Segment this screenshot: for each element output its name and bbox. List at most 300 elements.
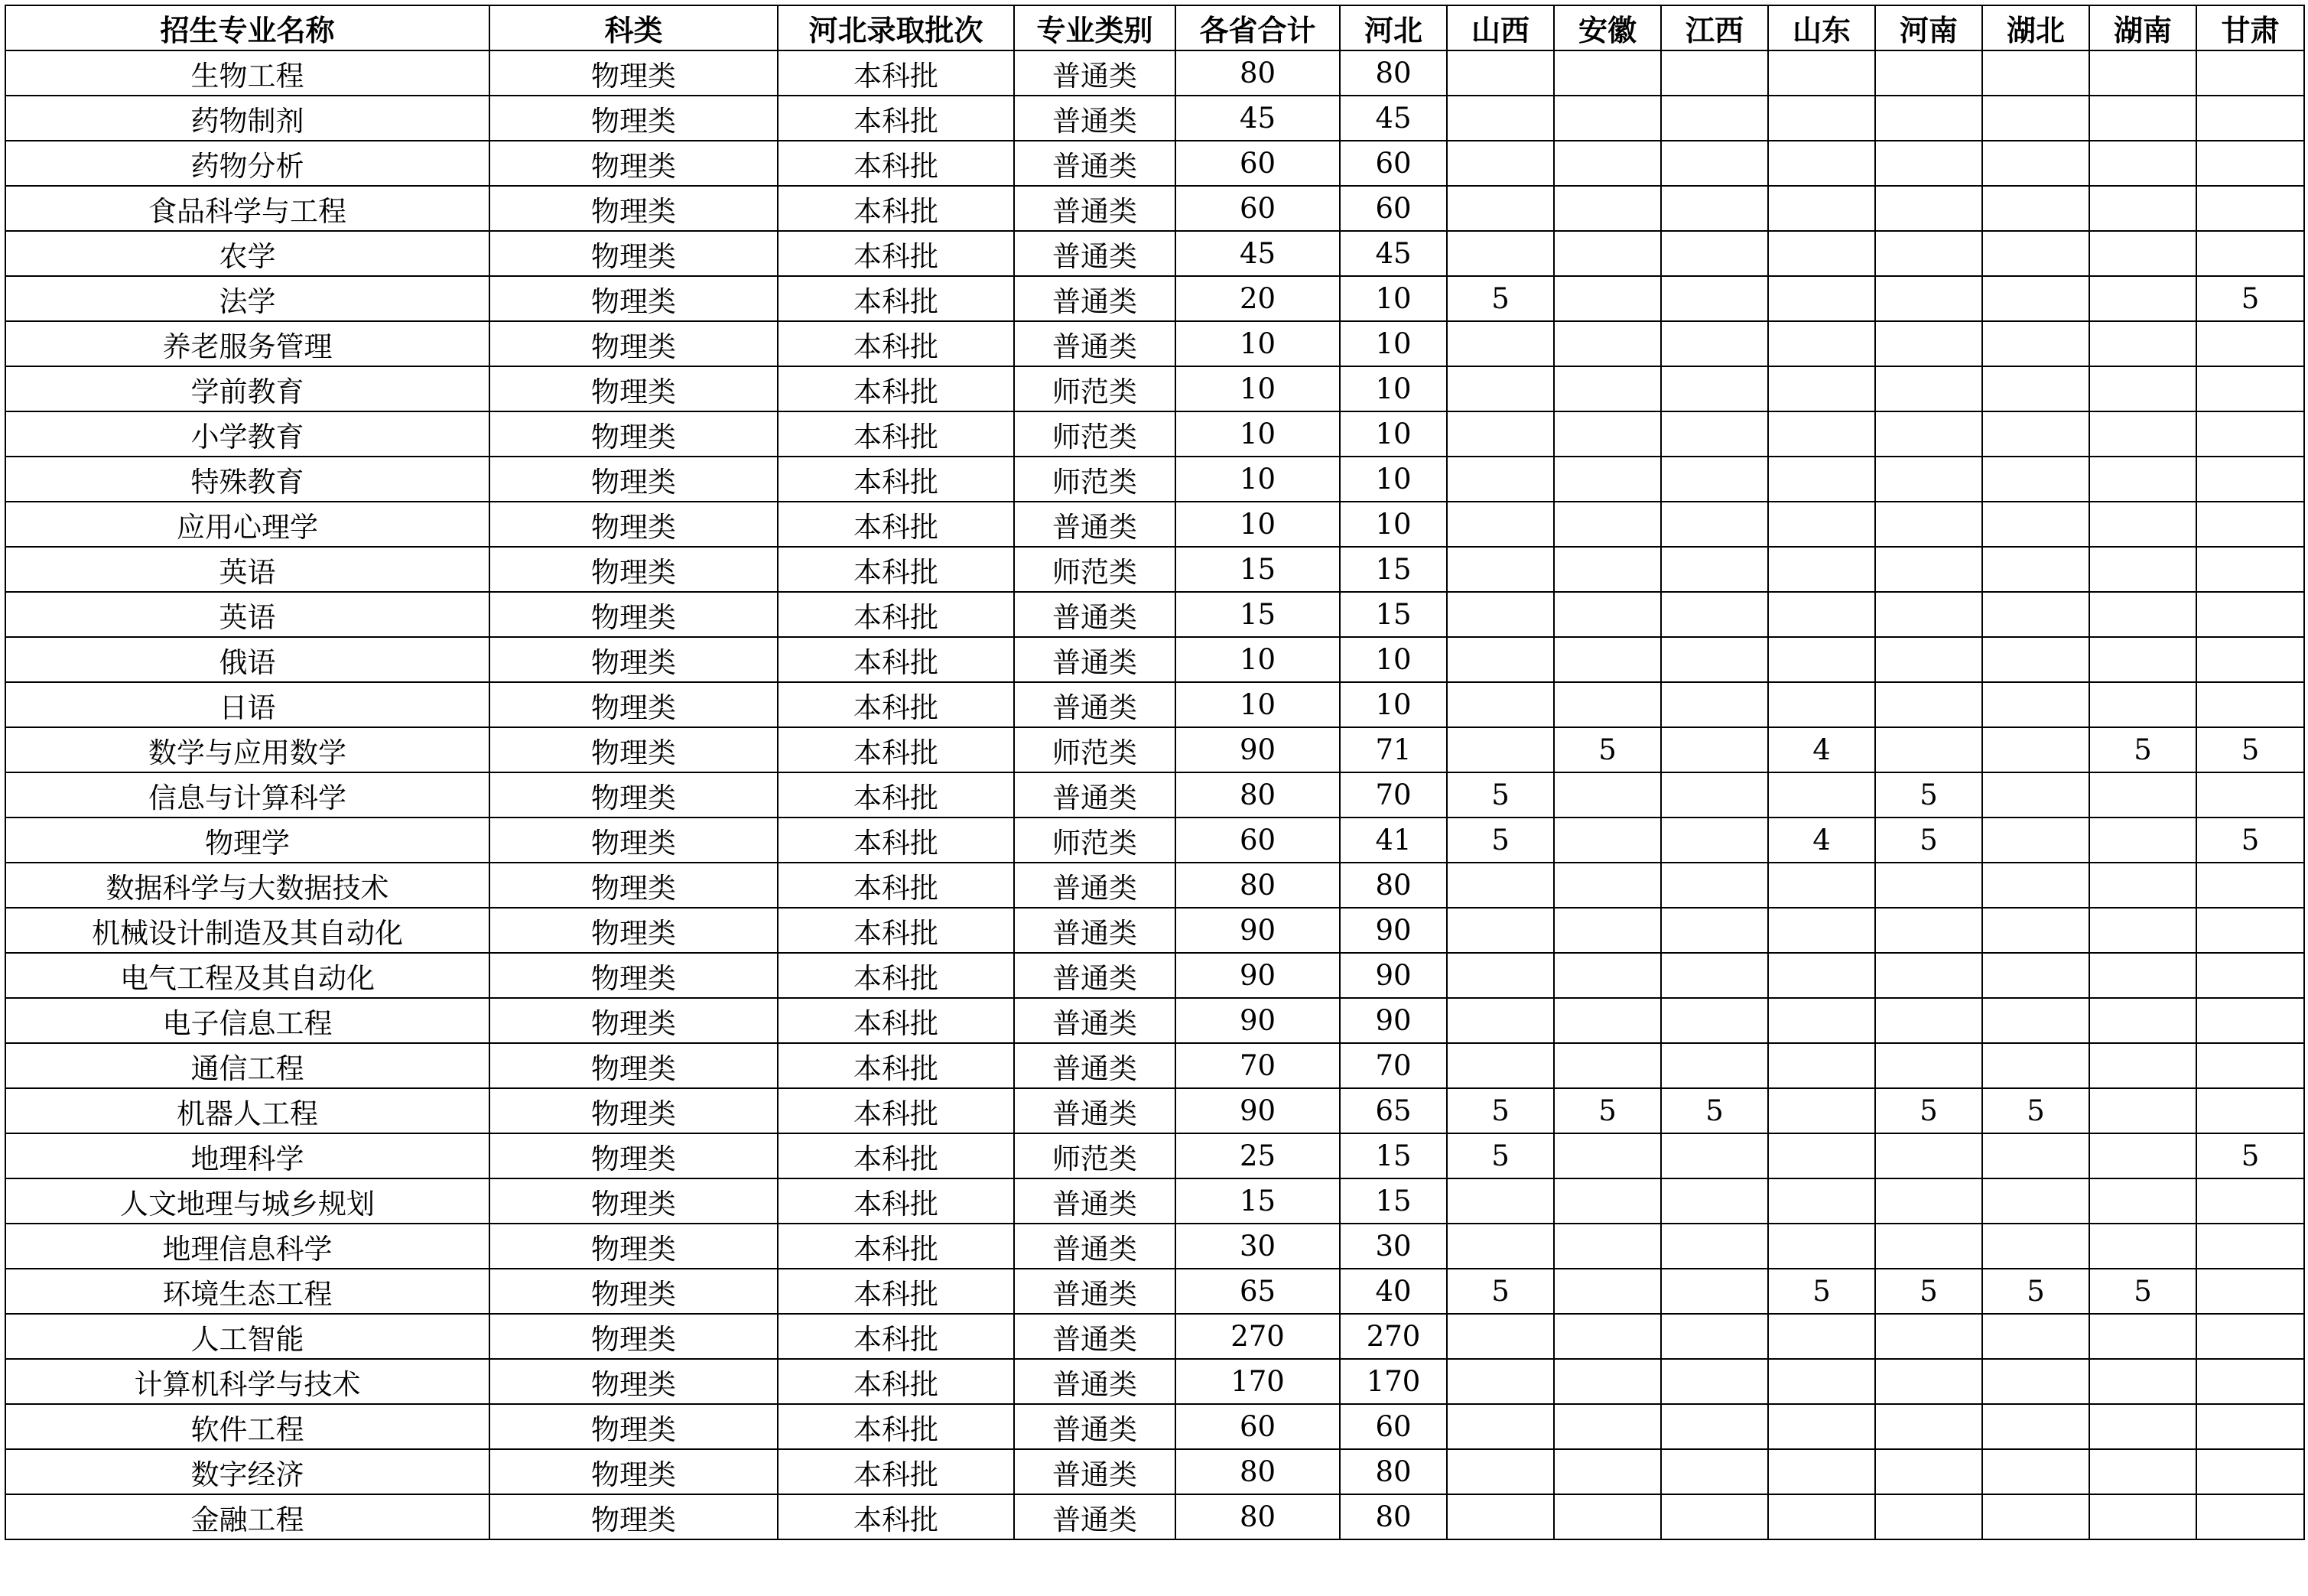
cell-hunan bbox=[2089, 1494, 2196, 1539]
cell-hebei: 15 bbox=[1340, 1178, 1447, 1224]
cell-hunan bbox=[2089, 1133, 2196, 1178]
cell-jiangxi bbox=[1661, 1404, 1768, 1449]
cell-henan bbox=[1875, 366, 1982, 411]
cell-shanxi bbox=[1447, 1494, 1554, 1539]
cell-hubei bbox=[1982, 953, 2089, 998]
cell-hebei-admission-batch: 本科批 bbox=[778, 1314, 1014, 1359]
cell-henan bbox=[1875, 953, 1982, 998]
cell-hebei: 71 bbox=[1340, 727, 1447, 772]
cell-hubei bbox=[1982, 1043, 2089, 1088]
cell-gansu bbox=[2196, 863, 2304, 908]
cell-hebei-admission-batch: 本科批 bbox=[778, 1043, 1014, 1088]
cell-jiangxi bbox=[1661, 1178, 1768, 1224]
cell-hebei: 60 bbox=[1340, 186, 1447, 231]
cell-major-name: 英语 bbox=[5, 592, 489, 637]
cell-major-name: 英语 bbox=[5, 547, 489, 592]
cell-hunan bbox=[2089, 863, 2196, 908]
cell-major-name: 电气工程及其自动化 bbox=[5, 953, 489, 998]
column-header-anhui: 安徽 bbox=[1554, 5, 1661, 50]
cell-province-total: 80 bbox=[1175, 1449, 1340, 1494]
cell-hubei bbox=[1982, 1178, 2089, 1224]
cell-anhui bbox=[1554, 141, 1661, 186]
cell-major-type: 普通类 bbox=[1014, 1269, 1175, 1314]
cell-hebei-admission-batch: 本科批 bbox=[778, 998, 1014, 1043]
cell-gansu bbox=[2196, 998, 2304, 1043]
table-row bbox=[5, 1043, 2304, 1088]
cell-major-type: 普通类 bbox=[1014, 772, 1175, 818]
cell-henan bbox=[1875, 1359, 1982, 1404]
cell-shanxi bbox=[1447, 1314, 1554, 1359]
table-row bbox=[5, 682, 2304, 727]
cell-major-type: 普通类 bbox=[1014, 908, 1175, 953]
cell-anhui bbox=[1554, 1224, 1661, 1269]
cell-jiangxi bbox=[1661, 772, 1768, 818]
cell-subject-category: 物理类 bbox=[489, 1043, 778, 1088]
cell-hebei: 10 bbox=[1340, 502, 1447, 547]
cell-shanxi: 5 bbox=[1447, 772, 1554, 818]
table-row bbox=[5, 141, 2304, 186]
cell-hunan bbox=[2089, 547, 2196, 592]
cell-hunan bbox=[2089, 682, 2196, 727]
cell-henan: 5 bbox=[1875, 1269, 1982, 1314]
cell-jiangxi bbox=[1661, 1269, 1768, 1314]
cell-major-name: 地理科学 bbox=[5, 1133, 489, 1178]
cell-major-type: 普通类 bbox=[1014, 1043, 1175, 1088]
cell-hubei bbox=[1982, 637, 2089, 682]
cell-anhui bbox=[1554, 592, 1661, 637]
cell-henan bbox=[1875, 457, 1982, 502]
cell-anhui bbox=[1554, 457, 1661, 502]
cell-henan bbox=[1875, 186, 1982, 231]
cell-shanxi bbox=[1447, 186, 1554, 231]
cell-hebei-admission-batch: 本科批 bbox=[778, 1133, 1014, 1178]
cell-anhui bbox=[1554, 772, 1661, 818]
cell-province-total: 15 bbox=[1175, 1178, 1340, 1224]
cell-anhui bbox=[1554, 1269, 1661, 1314]
cell-major-name: 电子信息工程 bbox=[5, 998, 489, 1043]
cell-anhui bbox=[1554, 637, 1661, 682]
cell-hubei bbox=[1982, 682, 2089, 727]
cell-hubei bbox=[1982, 1314, 2089, 1359]
cell-major-name: 养老服务管理 bbox=[5, 321, 489, 366]
cell-gansu bbox=[2196, 682, 2304, 727]
cell-subject-category: 物理类 bbox=[489, 96, 778, 141]
cell-anhui bbox=[1554, 863, 1661, 908]
cell-subject-category: 物理类 bbox=[489, 818, 778, 863]
table-row bbox=[5, 637, 2304, 682]
cell-subject-category: 物理类 bbox=[489, 727, 778, 772]
cell-province-total: 70 bbox=[1175, 1043, 1340, 1088]
cell-shandong bbox=[1768, 1494, 1875, 1539]
cell-major-type: 师范类 bbox=[1014, 818, 1175, 863]
cell-hebei: 30 bbox=[1340, 1224, 1447, 1269]
cell-gansu: 5 bbox=[2196, 1133, 2304, 1178]
cell-subject-category: 物理类 bbox=[489, 1449, 778, 1494]
cell-major-type: 普通类 bbox=[1014, 1088, 1175, 1133]
column-header-major-name: 招生专业名称 bbox=[5, 5, 489, 50]
cell-major-type: 普通类 bbox=[1014, 1224, 1175, 1269]
cell-shanxi: 5 bbox=[1447, 1133, 1554, 1178]
cell-anhui bbox=[1554, 411, 1661, 457]
cell-province-total: 10 bbox=[1175, 502, 1340, 547]
table-row bbox=[5, 1133, 2304, 1178]
cell-subject-category: 物理类 bbox=[489, 547, 778, 592]
cell-province-total: 25 bbox=[1175, 1133, 1340, 1178]
cell-henan bbox=[1875, 998, 1982, 1043]
cell-henan bbox=[1875, 50, 1982, 96]
cell-anhui bbox=[1554, 1314, 1661, 1359]
cell-shandong bbox=[1768, 1133, 1875, 1178]
column-header-shanxi: 山西 bbox=[1447, 5, 1554, 50]
cell-hubei bbox=[1982, 1224, 2089, 1269]
cell-subject-category: 物理类 bbox=[489, 366, 778, 411]
cell-major-name: 人文地理与城乡规划 bbox=[5, 1178, 489, 1224]
cell-major-type: 师范类 bbox=[1014, 1133, 1175, 1178]
cell-gansu bbox=[2196, 772, 2304, 818]
cell-major-type: 普通类 bbox=[1014, 276, 1175, 321]
cell-henan bbox=[1875, 1224, 1982, 1269]
cell-jiangxi bbox=[1661, 953, 1768, 998]
cell-hunan bbox=[2089, 276, 2196, 321]
cell-jiangxi bbox=[1661, 457, 1768, 502]
cell-hubei bbox=[1982, 321, 2089, 366]
column-header-hebei: 河北 bbox=[1340, 5, 1447, 50]
cell-major-type: 普通类 bbox=[1014, 141, 1175, 186]
cell-gansu bbox=[2196, 1043, 2304, 1088]
cell-province-total: 30 bbox=[1175, 1224, 1340, 1269]
column-header-henan: 河南 bbox=[1875, 5, 1982, 50]
cell-anhui bbox=[1554, 998, 1661, 1043]
cell-jiangxi bbox=[1661, 818, 1768, 863]
cell-hebei: 80 bbox=[1340, 1494, 1447, 1539]
cell-subject-category: 物理类 bbox=[489, 1494, 778, 1539]
cell-province-total: 170 bbox=[1175, 1359, 1340, 1404]
cell-major-name: 小学教育 bbox=[5, 411, 489, 457]
cell-hubei bbox=[1982, 50, 2089, 96]
cell-major-type: 普通类 bbox=[1014, 1359, 1175, 1404]
cell-shandong bbox=[1768, 321, 1875, 366]
cell-shanxi bbox=[1447, 50, 1554, 96]
cell-province-total: 10 bbox=[1175, 321, 1340, 366]
cell-major-type: 普通类 bbox=[1014, 637, 1175, 682]
cell-hebei: 80 bbox=[1340, 863, 1447, 908]
cell-jiangxi bbox=[1661, 502, 1768, 547]
cell-hunan bbox=[2089, 96, 2196, 141]
cell-henan bbox=[1875, 1449, 1982, 1494]
cell-hebei-admission-batch: 本科批 bbox=[778, 637, 1014, 682]
cell-major-name: 机械设计制造及其自动化 bbox=[5, 908, 489, 953]
column-header-subject-category: 科类 bbox=[489, 5, 778, 50]
cell-major-name: 应用心理学 bbox=[5, 502, 489, 547]
cell-henan bbox=[1875, 1494, 1982, 1539]
cell-hebei: 10 bbox=[1340, 411, 1447, 457]
cell-shandong bbox=[1768, 96, 1875, 141]
table-row bbox=[5, 908, 2304, 953]
cell-major-type: 普通类 bbox=[1014, 186, 1175, 231]
cell-jiangxi bbox=[1661, 863, 1768, 908]
cell-hebei: 90 bbox=[1340, 953, 1447, 998]
cell-shanxi bbox=[1447, 457, 1554, 502]
cell-henan: 5 bbox=[1875, 818, 1982, 863]
cell-gansu bbox=[2196, 1494, 2304, 1539]
cell-subject-category: 物理类 bbox=[489, 863, 778, 908]
cell-hebei-admission-batch: 本科批 bbox=[778, 457, 1014, 502]
cell-province-total: 10 bbox=[1175, 457, 1340, 502]
cell-hunan bbox=[2089, 908, 2196, 953]
cell-hubei bbox=[1982, 727, 2089, 772]
cell-henan bbox=[1875, 96, 1982, 141]
cell-hubei bbox=[1982, 1449, 2089, 1494]
cell-province-total: 10 bbox=[1175, 411, 1340, 457]
cell-hebei: 70 bbox=[1340, 1043, 1447, 1088]
table-row bbox=[5, 1178, 2304, 1224]
cell-jiangxi bbox=[1661, 321, 1768, 366]
cell-major-name: 软件工程 bbox=[5, 1404, 489, 1449]
cell-hebei-admission-batch: 本科批 bbox=[778, 772, 1014, 818]
cell-henan bbox=[1875, 321, 1982, 366]
cell-province-total: 10 bbox=[1175, 637, 1340, 682]
cell-hunan bbox=[2089, 457, 2196, 502]
cell-province-total: 90 bbox=[1175, 727, 1340, 772]
cell-hebei: 60 bbox=[1340, 1404, 1447, 1449]
column-header-province-total: 各省合计 bbox=[1175, 5, 1340, 50]
cell-major-name: 农学 bbox=[5, 231, 489, 276]
cell-subject-category: 物理类 bbox=[489, 502, 778, 547]
table-row bbox=[5, 411, 2304, 457]
cell-jiangxi bbox=[1661, 366, 1768, 411]
cell-hebei-admission-batch: 本科批 bbox=[778, 276, 1014, 321]
cell-hubei bbox=[1982, 366, 2089, 411]
cell-anhui bbox=[1554, 502, 1661, 547]
cell-subject-category: 物理类 bbox=[489, 411, 778, 457]
cell-hubei: 5 bbox=[1982, 1269, 2089, 1314]
cell-gansu bbox=[2196, 231, 2304, 276]
cell-shanxi bbox=[1447, 863, 1554, 908]
cell-shanxi bbox=[1447, 1404, 1554, 1449]
cell-major-name: 环境生态工程 bbox=[5, 1269, 489, 1314]
cell-hubei bbox=[1982, 231, 2089, 276]
cell-hubei bbox=[1982, 1404, 2089, 1449]
cell-hebei-admission-batch: 本科批 bbox=[778, 1404, 1014, 1449]
cell-shanxi bbox=[1447, 547, 1554, 592]
table-row bbox=[5, 1404, 2304, 1449]
cell-shanxi bbox=[1447, 1178, 1554, 1224]
cell-gansu bbox=[2196, 141, 2304, 186]
table-row bbox=[5, 818, 2304, 863]
cell-hebei: 80 bbox=[1340, 1449, 1447, 1494]
cell-major-type: 普通类 bbox=[1014, 682, 1175, 727]
cell-province-total: 15 bbox=[1175, 547, 1340, 592]
cell-subject-category: 物理类 bbox=[489, 141, 778, 186]
cell-jiangxi bbox=[1661, 592, 1768, 637]
cell-hunan bbox=[2089, 186, 2196, 231]
cell-hebei-admission-batch: 本科批 bbox=[778, 1224, 1014, 1269]
cell-shandong bbox=[1768, 1404, 1875, 1449]
cell-major-type: 普通类 bbox=[1014, 1314, 1175, 1359]
cell-jiangxi bbox=[1661, 908, 1768, 953]
cell-hebei: 41 bbox=[1340, 818, 1447, 863]
cell-province-total: 10 bbox=[1175, 682, 1340, 727]
cell-subject-category: 物理类 bbox=[489, 1088, 778, 1133]
cell-anhui bbox=[1554, 1494, 1661, 1539]
cell-subject-category: 物理类 bbox=[489, 457, 778, 502]
cell-shanxi bbox=[1447, 1043, 1554, 1088]
cell-hebei: 10 bbox=[1340, 276, 1447, 321]
cell-shandong bbox=[1768, 1088, 1875, 1133]
cell-hunan bbox=[2089, 637, 2196, 682]
table-body bbox=[5, 50, 2304, 1539]
table-row bbox=[5, 998, 2304, 1043]
cell-jiangxi bbox=[1661, 547, 1768, 592]
cell-major-name: 通信工程 bbox=[5, 1043, 489, 1088]
cell-hebei: 40 bbox=[1340, 1269, 1447, 1314]
cell-hubei bbox=[1982, 998, 2089, 1043]
cell-anhui bbox=[1554, 276, 1661, 321]
table-row bbox=[5, 1088, 2304, 1133]
cell-shanxi bbox=[1447, 727, 1554, 772]
cell-gansu bbox=[2196, 1269, 2304, 1314]
cell-hebei: 70 bbox=[1340, 772, 1447, 818]
cell-gansu bbox=[2196, 366, 2304, 411]
cell-hunan: 5 bbox=[2089, 1269, 2196, 1314]
cell-henan bbox=[1875, 547, 1982, 592]
cell-hebei-admission-batch: 本科批 bbox=[778, 818, 1014, 863]
cell-jiangxi bbox=[1661, 682, 1768, 727]
cell-gansu bbox=[2196, 411, 2304, 457]
cell-major-name: 数学与应用数学 bbox=[5, 727, 489, 772]
cell-jiangxi bbox=[1661, 1133, 1768, 1178]
cell-hunan bbox=[2089, 818, 2196, 863]
cell-major-type: 普通类 bbox=[1014, 50, 1175, 96]
cell-anhui bbox=[1554, 953, 1661, 998]
cell-major-name: 药物制剂 bbox=[5, 96, 489, 141]
cell-subject-category: 物理类 bbox=[489, 953, 778, 998]
cell-jiangxi bbox=[1661, 727, 1768, 772]
cell-hebei: 90 bbox=[1340, 998, 1447, 1043]
cell-major-name: 计算机科学与技术 bbox=[5, 1359, 489, 1404]
cell-gansu bbox=[2196, 96, 2304, 141]
cell-shanxi: 5 bbox=[1447, 1088, 1554, 1133]
cell-henan bbox=[1875, 411, 1982, 457]
cell-anhui: 5 bbox=[1554, 727, 1661, 772]
cell-province-total: 90 bbox=[1175, 908, 1340, 953]
column-header-hubei: 湖北 bbox=[1982, 5, 2089, 50]
cell-hebei-admission-batch: 本科批 bbox=[778, 50, 1014, 96]
column-header-hunan: 湖南 bbox=[2089, 5, 2196, 50]
cell-anhui bbox=[1554, 547, 1661, 592]
cell-shanxi: 5 bbox=[1447, 276, 1554, 321]
cell-hebei-admission-batch: 本科批 bbox=[778, 186, 1014, 231]
cell-hubei bbox=[1982, 818, 2089, 863]
cell-hubei bbox=[1982, 863, 2089, 908]
cell-shanxi bbox=[1447, 953, 1554, 998]
cell-major-name: 日语 bbox=[5, 682, 489, 727]
cell-hunan bbox=[2089, 1178, 2196, 1224]
table-row bbox=[5, 50, 2304, 96]
cell-shandong bbox=[1768, 953, 1875, 998]
table-row bbox=[5, 1269, 2304, 1314]
cell-subject-category: 物理类 bbox=[489, 682, 778, 727]
cell-hebei: 15 bbox=[1340, 1133, 1447, 1178]
cell-hebei-admission-batch: 本科批 bbox=[778, 863, 1014, 908]
table-row bbox=[5, 592, 2304, 637]
cell-gansu bbox=[2196, 1449, 2304, 1494]
cell-henan bbox=[1875, 863, 1982, 908]
cell-province-total: 65 bbox=[1175, 1269, 1340, 1314]
cell-major-name: 生物工程 bbox=[5, 50, 489, 96]
cell-gansu bbox=[2196, 1359, 2304, 1404]
cell-province-total: 90 bbox=[1175, 1088, 1340, 1133]
cell-shanxi bbox=[1447, 141, 1554, 186]
cell-major-name: 人工智能 bbox=[5, 1314, 489, 1359]
cell-henan bbox=[1875, 1178, 1982, 1224]
cell-major-type: 普通类 bbox=[1014, 96, 1175, 141]
cell-shandong: 4 bbox=[1768, 818, 1875, 863]
cell-hubei bbox=[1982, 1494, 2089, 1539]
cell-gansu bbox=[2196, 502, 2304, 547]
table-row bbox=[5, 1449, 2304, 1494]
cell-province-total: 20 bbox=[1175, 276, 1340, 321]
cell-jiangxi bbox=[1661, 998, 1768, 1043]
cell-gansu bbox=[2196, 592, 2304, 637]
cell-anhui bbox=[1554, 321, 1661, 366]
cell-subject-category: 物理类 bbox=[489, 231, 778, 276]
cell-hebei-admission-batch: 本科批 bbox=[778, 231, 1014, 276]
cell-anhui bbox=[1554, 96, 1661, 141]
cell-anhui bbox=[1554, 366, 1661, 411]
cell-major-name: 食品科学与工程 bbox=[5, 186, 489, 231]
cell-subject-category: 物理类 bbox=[489, 1359, 778, 1404]
cell-shandong bbox=[1768, 1314, 1875, 1359]
cell-major-type: 普通类 bbox=[1014, 1404, 1175, 1449]
cell-anhui bbox=[1554, 1133, 1661, 1178]
cell-henan bbox=[1875, 1133, 1982, 1178]
cell-jiangxi bbox=[1661, 276, 1768, 321]
cell-hunan bbox=[2089, 592, 2196, 637]
cell-shanxi bbox=[1447, 637, 1554, 682]
cell-province-total: 60 bbox=[1175, 141, 1340, 186]
cell-hunan bbox=[2089, 953, 2196, 998]
cell-hebei: 10 bbox=[1340, 637, 1447, 682]
table-row bbox=[5, 186, 2304, 231]
cell-hebei-admission-batch: 本科批 bbox=[778, 1088, 1014, 1133]
cell-major-type: 普通类 bbox=[1014, 1449, 1175, 1494]
cell-hubei bbox=[1982, 908, 2089, 953]
cell-subject-category: 物理类 bbox=[489, 186, 778, 231]
cell-hubei: 5 bbox=[1982, 1088, 2089, 1133]
cell-shandong: 5 bbox=[1768, 1269, 1875, 1314]
cell-shandong bbox=[1768, 1449, 1875, 1494]
cell-province-total: 270 bbox=[1175, 1314, 1340, 1359]
cell-henan bbox=[1875, 1043, 1982, 1088]
cell-shanxi bbox=[1447, 1359, 1554, 1404]
cell-shandong bbox=[1768, 1359, 1875, 1404]
cell-hunan bbox=[2089, 1404, 2196, 1449]
cell-shandong bbox=[1768, 682, 1875, 727]
cell-anhui bbox=[1554, 1178, 1661, 1224]
cell-shandong bbox=[1768, 141, 1875, 186]
cell-hubei bbox=[1982, 502, 2089, 547]
cell-subject-category: 物理类 bbox=[489, 1178, 778, 1224]
cell-shanxi bbox=[1447, 1449, 1554, 1494]
cell-hebei: 270 bbox=[1340, 1314, 1447, 1359]
cell-gansu bbox=[2196, 321, 2304, 366]
cell-hebei: 60 bbox=[1340, 141, 1447, 186]
table-row bbox=[5, 502, 2304, 547]
cell-jiangxi bbox=[1661, 231, 1768, 276]
cell-hebei: 10 bbox=[1340, 366, 1447, 411]
cell-anhui bbox=[1554, 1359, 1661, 1404]
